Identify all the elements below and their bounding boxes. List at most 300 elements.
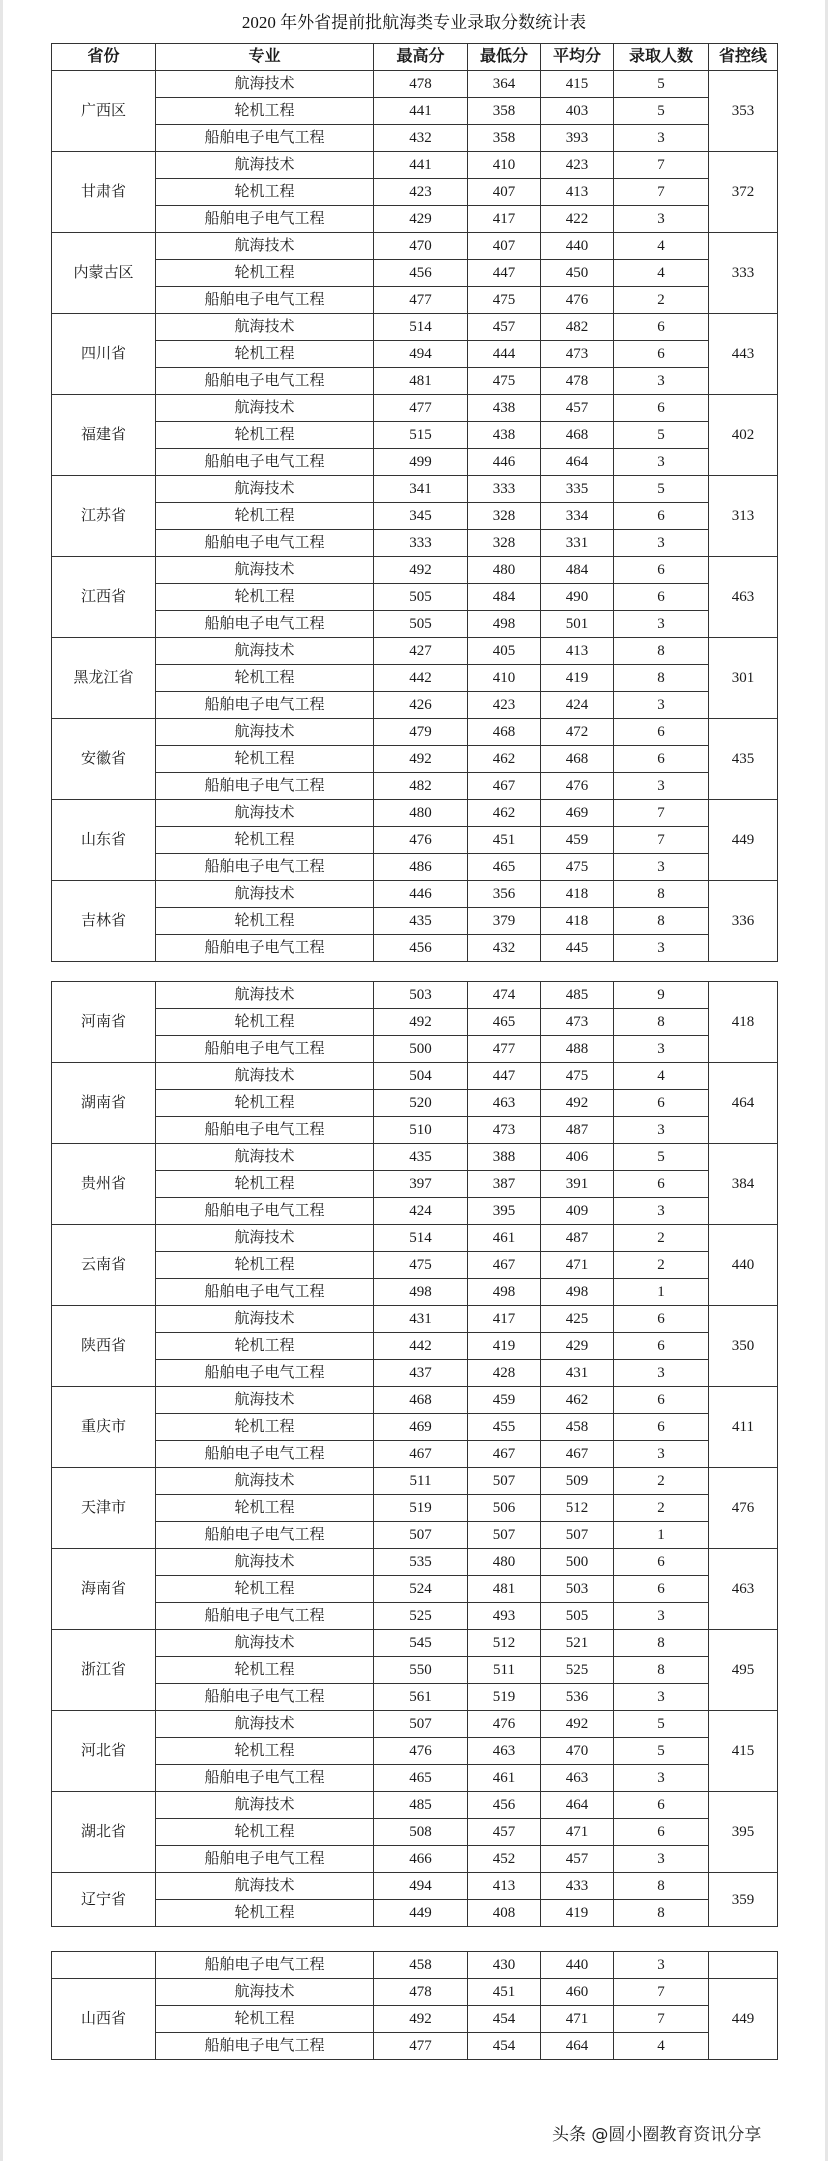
major-cell: 船舶电子电气工程 — [156, 1522, 374, 1549]
admitted-count-cell: 2 — [614, 1468, 709, 1495]
admitted-count-cell: 3 — [614, 1036, 709, 1063]
admitted-count-cell: 1 — [614, 1522, 709, 1549]
table-row — [52, 1117, 778, 1144]
max-score-cell: 520 — [374, 1090, 468, 1117]
admitted-count-cell: 3 — [614, 368, 709, 395]
major-cell: 船舶电子电气工程 — [156, 368, 374, 395]
province-cell: 河南省 — [52, 982, 156, 1063]
table-row — [52, 179, 778, 206]
major-cell: 船舶电子电气工程 — [156, 1846, 374, 1873]
province-cell: 湖南省 — [52, 1063, 156, 1144]
cutoff-line-cell: 359 — [709, 1873, 778, 1927]
table-row — [52, 206, 778, 233]
table-row — [52, 1952, 778, 1979]
avg-score-cell: 415 — [541, 71, 614, 98]
max-score-cell: 492 — [374, 1009, 468, 1036]
min-score-cell: 461 — [468, 1225, 541, 1252]
admitted-count-cell: 6 — [614, 1171, 709, 1198]
major-cell: 航海技术 — [156, 395, 374, 422]
max-score-cell: 494 — [374, 1873, 468, 1900]
cutoff-line-cell: 435 — [709, 719, 778, 800]
admitted-count-cell: 2 — [614, 1252, 709, 1279]
max-score-cell: 449 — [374, 1900, 468, 1927]
admitted-count-cell: 6 — [614, 1549, 709, 1576]
table-row — [52, 584, 778, 611]
table-row — [52, 1090, 778, 1117]
avg-score-cell: 457 — [541, 395, 614, 422]
min-score-cell: 467 — [468, 773, 541, 800]
avg-score-cell: 487 — [541, 1117, 614, 1144]
major-cell: 船舶电子电气工程 — [156, 2033, 374, 2060]
avg-score-cell: 445 — [541, 935, 614, 962]
cutoff-line-cell: 463 — [709, 557, 778, 638]
province-cell: 山西省 — [52, 1979, 156, 2060]
admitted-count-cell: 3 — [614, 1603, 709, 1630]
avg-score-cell: 470 — [541, 1738, 614, 1765]
cutoff-line-cell: 372 — [709, 152, 778, 233]
min-score-cell: 410 — [468, 665, 541, 692]
column-header-avg-score: 平均分 — [541, 44, 614, 71]
province-cell: 黑龙江省 — [52, 638, 156, 719]
min-score-cell: 456 — [468, 1792, 541, 1819]
admitted-count-cell: 5 — [614, 71, 709, 98]
table-row — [52, 1036, 778, 1063]
avg-score-cell: 492 — [541, 1090, 614, 1117]
min-score-cell: 459 — [468, 1387, 541, 1414]
table-row — [52, 1252, 778, 1279]
major-cell: 航海技术 — [156, 800, 374, 827]
max-score-cell: 524 — [374, 1576, 468, 1603]
major-cell: 轮机工程 — [156, 827, 374, 854]
major-cell: 轮机工程 — [156, 179, 374, 206]
avg-score-cell: 471 — [541, 1252, 614, 1279]
min-score-cell: 462 — [468, 800, 541, 827]
table-row — [52, 1792, 778, 1819]
table-row — [52, 1063, 778, 1090]
table-row — [52, 611, 778, 638]
admitted-count-cell: 3 — [614, 1952, 709, 1979]
major-cell: 轮机工程 — [156, 341, 374, 368]
admitted-count-cell: 6 — [614, 1387, 709, 1414]
max-score-cell: 545 — [374, 1630, 468, 1657]
avg-score-cell: 473 — [541, 341, 614, 368]
max-score-cell: 435 — [374, 1144, 468, 1171]
avg-score-cell: 525 — [541, 1657, 614, 1684]
min-score-cell: 444 — [468, 341, 541, 368]
avg-score-cell: 462 — [541, 1387, 614, 1414]
major-cell: 航海技术 — [156, 233, 374, 260]
province-cell: 陕西省 — [52, 1306, 156, 1387]
province-cell: 安徽省 — [52, 719, 156, 800]
min-score-cell: 395 — [468, 1198, 541, 1225]
min-score-cell: 410 — [468, 152, 541, 179]
province-cell: 甘肃省 — [52, 152, 156, 233]
admitted-count-cell: 6 — [614, 395, 709, 422]
min-score-cell: 328 — [468, 530, 541, 557]
cutoff-line-cell: 411 — [709, 1387, 778, 1468]
min-score-cell: 451 — [468, 827, 541, 854]
admitted-count-cell: 8 — [614, 638, 709, 665]
min-score-cell: 507 — [468, 1468, 541, 1495]
admitted-count-cell: 4 — [614, 2033, 709, 2060]
max-score-cell: 514 — [374, 314, 468, 341]
table-row — [52, 1900, 778, 1927]
province-cell: 河北省 — [52, 1711, 156, 1792]
min-score-cell: 484 — [468, 584, 541, 611]
avg-score-cell: 475 — [541, 1063, 614, 1090]
min-score-cell: 493 — [468, 1603, 541, 1630]
min-score-cell: 452 — [468, 1846, 541, 1873]
max-score-cell: 435 — [374, 908, 468, 935]
table-row — [52, 1549, 778, 1576]
min-score-cell: 480 — [468, 557, 541, 584]
major-cell: 船舶电子电气工程 — [156, 125, 374, 152]
table-row — [52, 1414, 778, 1441]
max-score-cell: 432 — [374, 125, 468, 152]
table-row — [52, 665, 778, 692]
table-row — [52, 1576, 778, 1603]
major-cell: 轮机工程 — [156, 1738, 374, 1765]
header-row — [52, 44, 778, 71]
admitted-count-cell: 6 — [614, 746, 709, 773]
major-cell: 航海技术 — [156, 476, 374, 503]
province-cell: 海南省 — [52, 1549, 156, 1630]
admitted-count-cell: 4 — [614, 260, 709, 287]
avg-score-cell: 498 — [541, 1279, 614, 1306]
admitted-count-cell: 6 — [614, 1819, 709, 1846]
table-row — [52, 557, 778, 584]
avg-score-cell: 450 — [541, 260, 614, 287]
cutoff-line-cell: 353 — [709, 71, 778, 152]
max-score-cell: 519 — [374, 1495, 468, 1522]
major-cell: 轮机工程 — [156, 1576, 374, 1603]
min-score-cell: 463 — [468, 1738, 541, 1765]
admitted-count-cell: 8 — [614, 1873, 709, 1900]
min-score-cell: 476 — [468, 1711, 541, 1738]
max-score-cell: 535 — [374, 1549, 468, 1576]
avg-score-cell: 509 — [541, 1468, 614, 1495]
max-score-cell: 456 — [374, 935, 468, 962]
table-row — [52, 719, 778, 746]
major-cell: 航海技术 — [156, 1873, 374, 1900]
table-row — [52, 2006, 778, 2033]
max-score-cell: 511 — [374, 1468, 468, 1495]
admitted-count-cell: 2 — [614, 1495, 709, 1522]
major-cell: 轮机工程 — [156, 1009, 374, 1036]
major-cell: 船舶电子电气工程 — [156, 1279, 374, 1306]
major-cell: 轮机工程 — [156, 1495, 374, 1522]
major-cell: 轮机工程 — [156, 1171, 374, 1198]
min-score-cell: 498 — [468, 611, 541, 638]
min-score-cell: 519 — [468, 1684, 541, 1711]
admitted-count-cell: 3 — [614, 530, 709, 557]
cutoff-line-cell: 333 — [709, 233, 778, 314]
max-score-cell: 510 — [374, 1117, 468, 1144]
major-cell: 轮机工程 — [156, 746, 374, 773]
min-score-cell: 467 — [468, 1252, 541, 1279]
min-score-cell: 463 — [468, 1090, 541, 1117]
min-score-cell: 511 — [468, 1657, 541, 1684]
major-cell: 轮机工程 — [156, 1252, 374, 1279]
table-row — [52, 1819, 778, 1846]
admitted-count-cell: 3 — [614, 692, 709, 719]
min-score-cell: 481 — [468, 1576, 541, 1603]
admitted-count-cell: 1 — [614, 1279, 709, 1306]
major-cell: 船舶电子电气工程 — [156, 692, 374, 719]
avg-score-cell: 403 — [541, 98, 614, 125]
table-row — [52, 233, 778, 260]
watermark-text: 头条 @圆小圈教育资讯分享 — [552, 2125, 762, 2145]
admitted-count-cell: 8 — [614, 1009, 709, 1036]
max-score-cell: 499 — [374, 449, 468, 476]
min-score-cell: 465 — [468, 854, 541, 881]
admitted-count-cell: 6 — [614, 503, 709, 530]
major-cell: 航海技术 — [156, 557, 374, 584]
max-score-cell: 498 — [374, 1279, 468, 1306]
max-score-cell: 479 — [374, 719, 468, 746]
major-cell: 航海技术 — [156, 1306, 374, 1333]
avg-score-cell: 490 — [541, 584, 614, 611]
min-score-cell: 461 — [468, 1765, 541, 1792]
avg-score-cell: 393 — [541, 125, 614, 152]
max-score-cell: 477 — [374, 287, 468, 314]
max-score-cell: 507 — [374, 1711, 468, 1738]
avg-score-cell: 471 — [541, 2006, 614, 2033]
admitted-count-cell: 3 — [614, 449, 709, 476]
max-score-cell: 469 — [374, 1414, 468, 1441]
avg-score-cell: 500 — [541, 1549, 614, 1576]
province-cell: 吉林省 — [52, 881, 156, 962]
min-score-cell: 467 — [468, 1441, 541, 1468]
table-row — [52, 1171, 778, 1198]
cutoff-line-cell: 443 — [709, 314, 778, 395]
avg-score-cell: 484 — [541, 557, 614, 584]
admitted-count-cell: 7 — [614, 827, 709, 854]
cutoff-line-cell: 495 — [709, 1630, 778, 1711]
table-row — [52, 1657, 778, 1684]
major-cell: 轮机工程 — [156, 1414, 374, 1441]
max-score-cell: 486 — [374, 854, 468, 881]
avg-score-cell: 536 — [541, 1684, 614, 1711]
major-cell: 航海技术 — [156, 1979, 374, 2006]
min-score-cell: 358 — [468, 98, 541, 125]
major-cell: 轮机工程 — [156, 1900, 374, 1927]
max-score-cell: 492 — [374, 557, 468, 584]
major-cell: 船舶电子电气工程 — [156, 1603, 374, 1630]
table-row — [52, 125, 778, 152]
avg-score-cell: 476 — [541, 773, 614, 800]
min-score-cell: 388 — [468, 1144, 541, 1171]
table-row — [52, 746, 778, 773]
table-row — [52, 1360, 778, 1387]
major-cell: 船舶电子电气工程 — [156, 854, 374, 881]
avg-score-cell: 424 — [541, 692, 614, 719]
major-cell: 船舶电子电气工程 — [156, 1684, 374, 1711]
admitted-count-cell: 3 — [614, 611, 709, 638]
admitted-count-cell: 7 — [614, 1979, 709, 2006]
min-score-cell: 451 — [468, 1979, 541, 2006]
avg-score-cell: 440 — [541, 1952, 614, 1979]
avg-score-cell: 482 — [541, 314, 614, 341]
province-cell: 江西省 — [52, 557, 156, 638]
avg-score-cell: 475 — [541, 854, 614, 881]
avg-score-cell: 431 — [541, 1360, 614, 1387]
province-cell: 福建省 — [52, 395, 156, 476]
major-cell: 轮机工程 — [156, 1657, 374, 1684]
avg-score-cell: 458 — [541, 1414, 614, 1441]
min-score-cell: 430 — [468, 1952, 541, 1979]
max-score-cell: 482 — [374, 773, 468, 800]
min-score-cell: 468 — [468, 719, 541, 746]
admitted-count-cell: 9 — [614, 982, 709, 1009]
province-cell: 浙江省 — [52, 1630, 156, 1711]
province-cell: 山东省 — [52, 800, 156, 881]
admitted-count-cell: 5 — [614, 1738, 709, 1765]
min-score-cell: 407 — [468, 179, 541, 206]
major-cell: 航海技术 — [156, 1711, 374, 1738]
admitted-count-cell: 7 — [614, 152, 709, 179]
max-score-cell: 424 — [374, 1198, 468, 1225]
avg-score-cell: 440 — [541, 233, 614, 260]
major-cell: 船舶电子电气工程 — [156, 206, 374, 233]
min-score-cell: 512 — [468, 1630, 541, 1657]
min-score-cell: 457 — [468, 314, 541, 341]
table-row — [52, 1873, 778, 1900]
max-score-cell: 456 — [374, 260, 468, 287]
cutoff-line-cell: 313 — [709, 476, 778, 557]
admitted-count-cell: 6 — [614, 341, 709, 368]
column-header-major: 专业 — [156, 44, 374, 71]
min-score-cell: 417 — [468, 206, 541, 233]
admitted-count-cell: 6 — [614, 1414, 709, 1441]
max-score-cell: 508 — [374, 1819, 468, 1846]
max-score-cell: 426 — [374, 692, 468, 719]
avg-score-cell: 471 — [541, 1819, 614, 1846]
max-score-cell: 431 — [374, 1306, 468, 1333]
max-score-cell: 500 — [374, 1036, 468, 1063]
column-header-min-score: 最低分 — [468, 44, 541, 71]
major-cell: 船舶电子电气工程 — [156, 1360, 374, 1387]
major-cell: 船舶电子电气工程 — [156, 1441, 374, 1468]
max-score-cell: 429 — [374, 206, 468, 233]
province-cell: 贵州省 — [52, 1144, 156, 1225]
min-score-cell: 438 — [468, 395, 541, 422]
admitted-count-cell: 7 — [614, 800, 709, 827]
min-score-cell: 455 — [468, 1414, 541, 1441]
avg-score-cell: 464 — [541, 2033, 614, 2060]
admitted-count-cell: 3 — [614, 935, 709, 962]
admitted-count-cell: 6 — [614, 557, 709, 584]
min-score-cell: 462 — [468, 746, 541, 773]
avg-score-cell: 492 — [541, 1711, 614, 1738]
avg-score-cell: 464 — [541, 1792, 614, 1819]
document-title: 2020 年外省提前批航海类专业录取分数统计表 — [241, 13, 587, 32]
max-score-cell: 507 — [374, 1522, 468, 1549]
table-row — [52, 71, 778, 98]
min-score-cell: 477 — [468, 1036, 541, 1063]
max-score-cell: 333 — [374, 530, 468, 557]
table-row — [52, 1765, 778, 1792]
major-cell: 轮机工程 — [156, 1333, 374, 1360]
table-row — [52, 314, 778, 341]
table-row — [52, 1603, 778, 1630]
max-score-cell: 446 — [374, 881, 468, 908]
table-row — [52, 881, 778, 908]
table-row — [52, 1979, 778, 2006]
min-score-cell: 498 — [468, 1279, 541, 1306]
major-cell: 船舶电子电气工程 — [156, 611, 374, 638]
min-score-cell: 387 — [468, 1171, 541, 1198]
table-row — [52, 1333, 778, 1360]
cutoff-line-cell: 301 — [709, 638, 778, 719]
min-score-cell: 480 — [468, 1549, 541, 1576]
max-score-cell: 514 — [374, 1225, 468, 1252]
major-cell: 轮机工程 — [156, 98, 374, 125]
major-cell: 轮机工程 — [156, 503, 374, 530]
major-cell: 轮机工程 — [156, 1819, 374, 1846]
admitted-count-cell: 3 — [614, 1684, 709, 1711]
table-row — [52, 2033, 778, 2060]
max-score-cell: 470 — [374, 233, 468, 260]
major-cell: 航海技术 — [156, 71, 374, 98]
cutoff-line-cell: 350 — [709, 1306, 778, 1387]
table-row — [52, 1441, 778, 1468]
max-score-cell: 492 — [374, 2006, 468, 2033]
admitted-count-cell: 8 — [614, 665, 709, 692]
admitted-count-cell: 8 — [614, 908, 709, 935]
max-score-cell: 476 — [374, 1738, 468, 1765]
score-table-part-1 — [51, 43, 778, 962]
avg-score-cell: 501 — [541, 611, 614, 638]
major-cell: 船舶电子电气工程 — [156, 449, 374, 476]
table-row — [52, 982, 778, 1009]
max-score-cell: 475 — [374, 1252, 468, 1279]
admitted-count-cell: 8 — [614, 1900, 709, 1927]
table-row — [52, 1738, 778, 1765]
cutoff-line-cell: 384 — [709, 1144, 778, 1225]
max-score-cell: 485 — [374, 1792, 468, 1819]
min-score-cell: 358 — [468, 125, 541, 152]
max-score-cell: 345 — [374, 503, 468, 530]
min-score-cell: 506 — [468, 1495, 541, 1522]
table-row — [52, 1711, 778, 1738]
table-row — [52, 1846, 778, 1873]
max-score-cell: 476 — [374, 827, 468, 854]
avg-score-cell: 413 — [541, 638, 614, 665]
admitted-count-cell: 4 — [614, 233, 709, 260]
avg-score-cell: 485 — [541, 982, 614, 1009]
max-score-cell: 505 — [374, 611, 468, 638]
table-row — [52, 1009, 778, 1036]
major-cell: 航海技术 — [156, 1468, 374, 1495]
admitted-count-cell: 3 — [614, 1846, 709, 1873]
major-cell: 轮机工程 — [156, 1090, 374, 1117]
admitted-count-cell: 6 — [614, 1090, 709, 1117]
major-cell: 船舶电子电气工程 — [156, 1198, 374, 1225]
min-score-cell: 407 — [468, 233, 541, 260]
table-row — [52, 1387, 778, 1414]
province-cell — [52, 1952, 156, 1979]
page-edge-left — [0, 0, 3, 2161]
province-cell: 四川省 — [52, 314, 156, 395]
major-cell: 轮机工程 — [156, 584, 374, 611]
min-score-cell: 333 — [468, 476, 541, 503]
table-row — [52, 1522, 778, 1549]
avg-score-cell: 391 — [541, 1171, 614, 1198]
avg-score-cell: 521 — [541, 1630, 614, 1657]
admitted-count-cell: 8 — [614, 1657, 709, 1684]
max-score-cell: 504 — [374, 1063, 468, 1090]
